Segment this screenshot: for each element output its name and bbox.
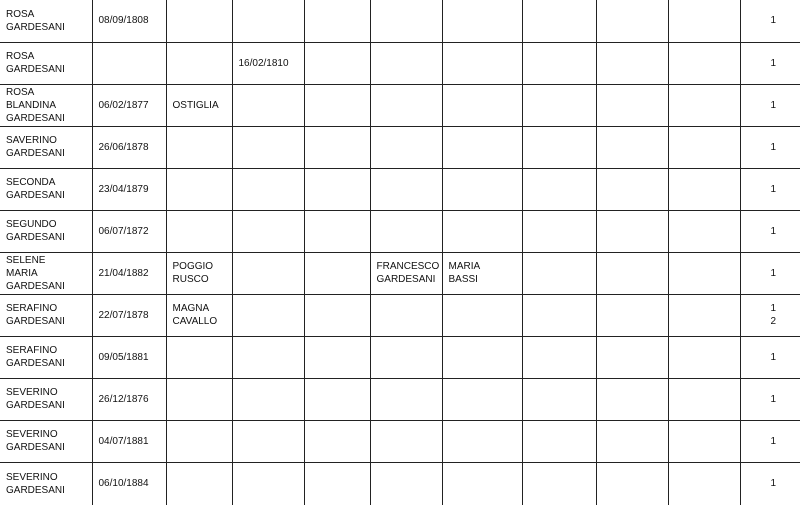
table-row bbox=[0, 420, 800, 462]
col10-cell bbox=[668, 210, 740, 252]
mother-cell bbox=[442, 210, 522, 252]
col5-cell bbox=[304, 168, 370, 210]
col10-cell bbox=[668, 420, 740, 462]
col10-cell bbox=[668, 336, 740, 378]
col5-cell bbox=[304, 378, 370, 420]
col9-cell bbox=[596, 462, 668, 505]
father-cell bbox=[370, 336, 442, 378]
col10-cell bbox=[668, 126, 740, 168]
col8-cell bbox=[522, 168, 596, 210]
date2-cell bbox=[232, 168, 304, 210]
col10-cell bbox=[668, 378, 740, 420]
col8-cell bbox=[522, 378, 596, 420]
col5-cell bbox=[304, 42, 370, 84]
date2-cell bbox=[232, 126, 304, 168]
place-cell bbox=[166, 126, 232, 168]
place-cell: POGGIO RUSCO bbox=[166, 252, 232, 294]
date2-cell bbox=[232, 294, 304, 336]
name-cell: SEVERINO GARDESANI bbox=[0, 378, 92, 420]
col8-cell bbox=[522, 42, 596, 84]
count-cell: 1 bbox=[740, 126, 800, 168]
place-cell bbox=[166, 420, 232, 462]
mother-cell bbox=[442, 42, 522, 84]
col8-cell bbox=[522, 462, 596, 505]
place-cell bbox=[166, 168, 232, 210]
count-cell: 1 2 bbox=[740, 294, 800, 336]
col8-cell bbox=[522, 126, 596, 168]
father-cell bbox=[370, 0, 442, 42]
col8-cell bbox=[522, 420, 596, 462]
date-cell: 21/04/1882 bbox=[92, 252, 166, 294]
name-cell: SERAFINO GARDESANI bbox=[0, 294, 92, 336]
father-cell bbox=[370, 126, 442, 168]
table-row bbox=[0, 0, 800, 42]
col9-cell bbox=[596, 252, 668, 294]
name-cell: ROSA BLANDINA GARDESANI bbox=[0, 84, 92, 126]
date2-cell bbox=[232, 336, 304, 378]
date2-cell bbox=[232, 420, 304, 462]
mother-cell bbox=[442, 378, 522, 420]
table-row bbox=[0, 294, 800, 336]
table-row bbox=[0, 252, 800, 294]
count-cell: 1 bbox=[740, 462, 800, 505]
mother-cell: MARIA BASSI bbox=[442, 252, 522, 294]
name-cell: SEGUNDO GARDESANI bbox=[0, 210, 92, 252]
table-row bbox=[0, 336, 800, 378]
col10-cell bbox=[668, 42, 740, 84]
place-cell bbox=[166, 336, 232, 378]
date2-cell bbox=[232, 0, 304, 42]
col5-cell bbox=[304, 294, 370, 336]
father-cell bbox=[370, 42, 442, 84]
col9-cell bbox=[596, 378, 668, 420]
mother-cell bbox=[442, 420, 522, 462]
col5-cell bbox=[304, 210, 370, 252]
mother-cell bbox=[442, 462, 522, 505]
col9-cell bbox=[596, 168, 668, 210]
name-cell: SERAFINO GARDESANI bbox=[0, 336, 92, 378]
date-cell: 26/06/1878 bbox=[92, 126, 166, 168]
col5-cell bbox=[304, 252, 370, 294]
mother-cell bbox=[442, 168, 522, 210]
col5-cell bbox=[304, 420, 370, 462]
col9-cell bbox=[596, 336, 668, 378]
col5-cell bbox=[304, 84, 370, 126]
date-cell: 23/04/1879 bbox=[92, 168, 166, 210]
col10-cell bbox=[668, 168, 740, 210]
date-cell: 26/12/1876 bbox=[92, 378, 166, 420]
date-cell: 06/02/1877 bbox=[92, 84, 166, 126]
father-cell: FRANCESCO GARDESANI bbox=[370, 252, 442, 294]
date2-cell bbox=[232, 378, 304, 420]
col8-cell bbox=[522, 252, 596, 294]
date2-cell bbox=[232, 210, 304, 252]
count-cell: 1 bbox=[740, 378, 800, 420]
name-cell: SAVERINO GARDESANI bbox=[0, 126, 92, 168]
table-row bbox=[0, 84, 800, 126]
father-cell bbox=[370, 378, 442, 420]
mother-cell bbox=[442, 126, 522, 168]
date-cell: 22/07/1878 bbox=[92, 294, 166, 336]
mother-cell bbox=[442, 84, 522, 126]
col10-cell bbox=[668, 294, 740, 336]
col5-cell bbox=[304, 0, 370, 42]
father-cell bbox=[370, 168, 442, 210]
name-cell: SELENE MARIA GARDESANI bbox=[0, 252, 92, 294]
table-row bbox=[0, 462, 800, 505]
father-cell bbox=[370, 462, 442, 505]
col5-cell bbox=[304, 462, 370, 505]
name-cell: SEVERINO GARDESANI bbox=[0, 420, 92, 462]
date-cell: 04/07/1881 bbox=[92, 420, 166, 462]
name-cell: SECONDA GARDESANI bbox=[0, 168, 92, 210]
col10-cell bbox=[668, 0, 740, 42]
mother-cell bbox=[442, 336, 522, 378]
date2-cell bbox=[232, 84, 304, 126]
table-row bbox=[0, 126, 800, 168]
name-cell: ROSA GARDESANI bbox=[0, 42, 92, 84]
col9-cell bbox=[596, 0, 668, 42]
father-cell bbox=[370, 420, 442, 462]
count-cell: 1 bbox=[740, 168, 800, 210]
mother-cell bbox=[442, 294, 522, 336]
count-cell: 1 bbox=[740, 42, 800, 84]
date-cell bbox=[92, 42, 166, 84]
name-cell: SEVERINO GARDESANI bbox=[0, 462, 92, 505]
place-cell bbox=[166, 42, 232, 84]
col9-cell bbox=[596, 42, 668, 84]
col9-cell bbox=[596, 210, 668, 252]
place-cell bbox=[166, 462, 232, 505]
table-row bbox=[0, 42, 800, 84]
col5-cell bbox=[304, 336, 370, 378]
father-cell bbox=[370, 84, 442, 126]
table-row bbox=[0, 378, 800, 420]
count-cell: 1 bbox=[740, 84, 800, 126]
col8-cell bbox=[522, 294, 596, 336]
col8-cell bbox=[522, 84, 596, 126]
date2-cell bbox=[232, 462, 304, 505]
count-cell: 1 bbox=[740, 336, 800, 378]
date2-cell: 16/02/1810 bbox=[232, 42, 304, 84]
count-cell: 1 bbox=[740, 252, 800, 294]
date-cell: 06/10/1884 bbox=[92, 462, 166, 505]
col10-cell bbox=[668, 84, 740, 126]
count-cell: 1 bbox=[740, 210, 800, 252]
place-cell: MAGNA CAVALLO bbox=[166, 294, 232, 336]
name-cell: ROSA GARDESANI bbox=[0, 0, 92, 42]
col8-cell bbox=[522, 210, 596, 252]
place-cell bbox=[166, 378, 232, 420]
date2-cell bbox=[232, 252, 304, 294]
col9-cell bbox=[596, 420, 668, 462]
count-cell: 1 bbox=[740, 420, 800, 462]
father-cell bbox=[370, 210, 442, 252]
place-cell bbox=[166, 210, 232, 252]
col10-cell bbox=[668, 462, 740, 505]
mother-cell bbox=[442, 0, 522, 42]
date-cell: 06/07/1872 bbox=[92, 210, 166, 252]
count-cell: 1 bbox=[740, 0, 800, 42]
col8-cell bbox=[522, 336, 596, 378]
col8-cell bbox=[522, 0, 596, 42]
col9-cell bbox=[596, 294, 668, 336]
place-cell bbox=[166, 0, 232, 42]
place-cell: OSTIGLIA bbox=[166, 84, 232, 126]
table-row bbox=[0, 168, 800, 210]
date-cell: 09/05/1881 bbox=[92, 336, 166, 378]
col9-cell bbox=[596, 126, 668, 168]
father-cell bbox=[370, 294, 442, 336]
date-cell: 08/09/1808 bbox=[92, 0, 166, 42]
col5-cell bbox=[304, 126, 370, 168]
table-row bbox=[0, 210, 800, 252]
col10-cell bbox=[668, 252, 740, 294]
col9-cell bbox=[596, 84, 668, 126]
